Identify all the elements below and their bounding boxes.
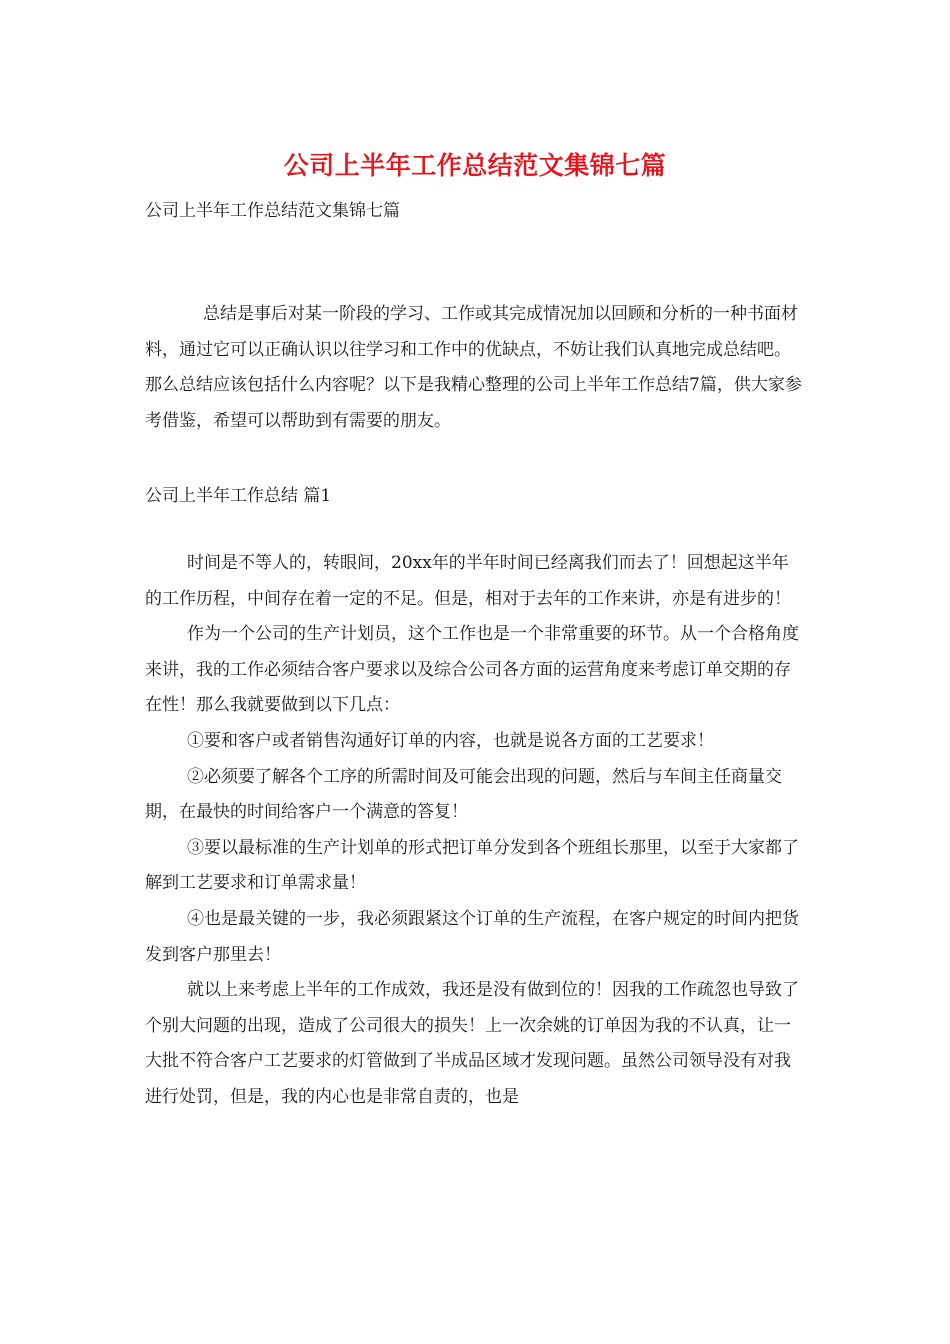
body-paragraph: 就以上来考虑上半年的工作成效，我还是没有做到位的！因我的工作疏忽也导致了个别大问题的出现，造成了公司很大的损失！上一次余姚的订单因为我的不认真，让一大批不符合客户工艺要求的灯管做到了半成品区域才发现问题。虽然公司领导没有对我进行处罚，但是，我的内心也是非常自责的，也是 [145, 980, 799, 1107]
intro-paragraph: 总结是事后对某一阶段的学习、工作或其完成情况加以回顾和分析的一种书面材料，通过它可以正确认识以往学习和工作中的优缺点，不妨让我们认真地完成总结吧。那么总结应该包括什么内容呢？以下是我精心整理的公司上半年工作总结7篇，供大家参考借鉴，希望可以帮助到有需要的朋友。 [145, 304, 802, 431]
list-item-3: ③要以最标准的生产计划单的形式把订单分发到各个班组长那里，以至于大家都了解到工艺要求和订单需求量！ [145, 837, 799, 894]
intro-section [145, 297, 805, 439]
body-paragraph: 时间是不等人的，转眼间，20xx年的半年时间已经离我们而去了！回想起这半年的工作历程，中间存在着一定的不足。但是，相对于去年的工作来讲，亦是有进步的！ [145, 553, 791, 609]
document-title: 公司上半年工作总结范文集锦七篇 [283, 151, 667, 180]
list-item-2: ②必须要了解各个工序的所需时间及可能会出现的问题，然后与车间主任商量交期，在最快的时间给客户一个满意的答复！ [145, 766, 782, 823]
list-item-4: ④也是最关键的一步，我必须跟紧这个订单的生产流程，在客户规定的时间内把货发到客户那里去！ [145, 908, 799, 965]
section-heading: 公司上半年工作总结 篇1 [145, 486, 332, 506]
document-subtitle: 公司上半年工作总结范文集锦七篇 [145, 201, 400, 221]
list-item-1: ①要和客户或者销售沟通好订单的内容，也就是说各方面的工艺要求！ [187, 730, 714, 751]
section-body [145, 546, 805, 1116]
body-paragraph: 作为一个公司的生产计划员，这个工作也是一个非常重要的环节。从一个合格角度来讲，我的工作必须结合客户要求以及综合公司各方面的运营角度来考虑订单交期的存在性！那么我就要做到以下几点： [145, 624, 799, 716]
